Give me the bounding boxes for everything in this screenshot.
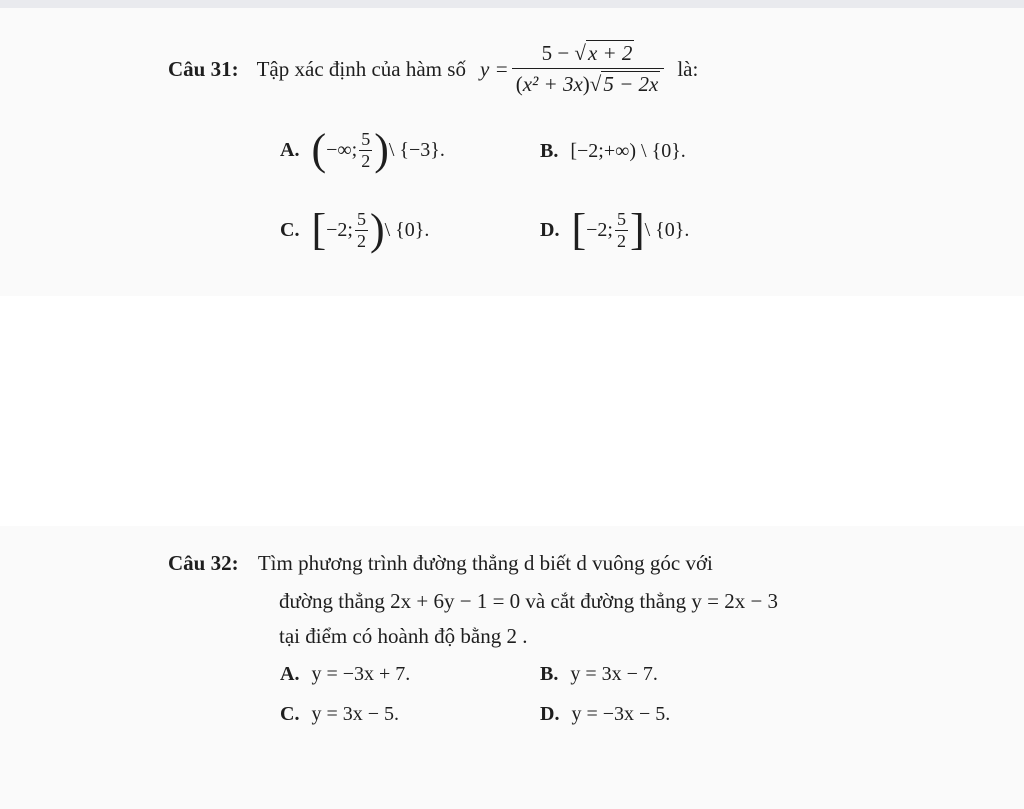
frac-den: 2 — [361, 150, 371, 171]
sqrt-icon: √ — [574, 41, 586, 65]
option-b-text: [−2;+∞) \ {0}. — [570, 140, 686, 162]
option-letter: A. — [280, 663, 300, 685]
q32-option-c[interactable] — [280, 703, 399, 726]
q31-denominator: (x² + 3x)√5 − 2x — [512, 68, 665, 97]
option-text: y = 3x − 5. — [311, 703, 400, 725]
option-c-left: −2; — [326, 218, 353, 241]
frac-den: 2 — [616, 230, 626, 251]
q31-suffix: là: — [677, 56, 699, 81]
q31-option-a[interactable] — [280, 125, 445, 174]
q31-num-text: 5 − — [541, 41, 575, 65]
option-d-right: \ {0}. — [644, 218, 690, 241]
close-paren: ) — [374, 125, 389, 174]
q31-stem — [168, 40, 698, 97]
q32-line3: tại điểm có hoành độ bằng 2 . — [279, 624, 528, 648]
option-d-left: −2; — [586, 218, 613, 241]
page-gap — [0, 296, 1024, 526]
option-a-right: \ {−3}. — [388, 138, 445, 161]
option-c-right: \ {0}. — [384, 218, 430, 241]
q32-option-b[interactable] — [540, 663, 658, 686]
option-a-left: −∞; — [326, 138, 358, 161]
q31-option-c[interactable] — [280, 205, 430, 254]
open-paren: ( — [311, 125, 327, 174]
option-c-fraction — [355, 209, 368, 252]
option-letter: B. — [540, 140, 559, 162]
open-bracket: [ — [571, 205, 587, 254]
close-paren: ) — [369, 205, 385, 254]
option-letter: C. — [280, 218, 300, 241]
q31-option-b[interactable] — [540, 140, 686, 163]
frac-den: 2 — [356, 230, 366, 251]
frac-num: 5 — [356, 208, 366, 229]
option-letter: A. — [280, 138, 300, 161]
q32-line1-text: Tìm phương trình đường thẳng d biết d vuông góc với — [257, 551, 713, 575]
open-bracket: [ — [311, 205, 327, 254]
option-text: y = −3x − 5. — [571, 703, 671, 725]
option-letter: D. — [540, 703, 560, 725]
q31-numerator — [538, 40, 639, 68]
q32-line2: đường thẳng 2x + 6y − 1 = 0 và cắt đường thẳng y = 2x − 3 — [279, 589, 779, 613]
q32-option-a[interactable] — [280, 663, 410, 686]
q31-fn-lhs: y = — [479, 56, 509, 81]
q31-fraction — [512, 40, 665, 97]
q31-option-d[interactable] — [540, 205, 690, 254]
option-d-fraction — [615, 209, 628, 252]
option-letter: D. — [540, 218, 560, 241]
option-letter: B. — [540, 663, 559, 685]
q32-label: Câu 32: — [168, 551, 239, 575]
option-letter: C. — [280, 703, 300, 725]
q32-line1 — [168, 550, 713, 576]
q31-den-radicand: 5 − 2x — [603, 72, 659, 96]
frac-num: 5 — [616, 208, 626, 229]
option-text: y = 3x − 7. — [570, 663, 658, 685]
q31-den-a: x² + 3x — [522, 72, 583, 96]
q32-option-d[interactable] — [540, 703, 670, 726]
q31-label: Câu 31: — [168, 56, 239, 81]
sqrt-icon: √ — [589, 72, 602, 96]
close-bracket: ] — [629, 205, 645, 254]
frac-num: 5 — [361, 128, 371, 149]
option-a-fraction — [359, 129, 372, 172]
option-text: y = −3x + 7. — [311, 663, 411, 685]
q31-num-radicand: x + 2 — [587, 41, 633, 65]
q31-text: Tập xác định của hàm số — [256, 56, 466, 81]
